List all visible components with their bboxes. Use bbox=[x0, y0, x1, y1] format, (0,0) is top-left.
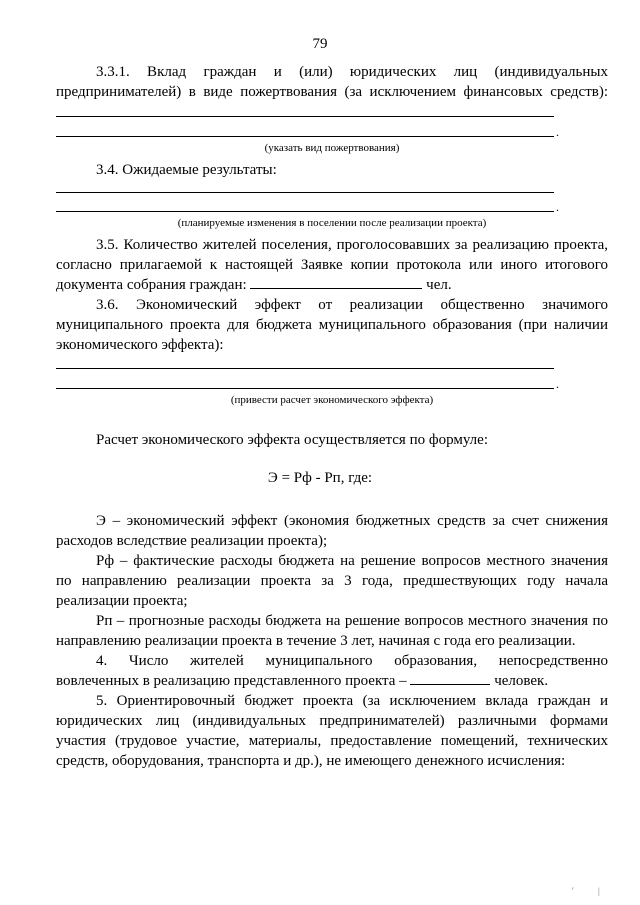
section-3-5-line-3-text: документа собрания граждан: bbox=[56, 277, 247, 293]
section-5-line-3: участия (трудовое участие, материалы, предоставление помещений, технических bbox=[56, 733, 608, 749]
section-4-line-2 bbox=[56, 671, 608, 691]
section-3-3-1-line-2: предпринимателей) в виде пожертвования (за исключением финансовых средств): bbox=[56, 84, 608, 100]
involved-residents-blank bbox=[410, 671, 490, 685]
fill-in-line bbox=[56, 192, 554, 193]
definition-e-line-2: расходов вследствие реализации проекта); bbox=[56, 533, 328, 549]
economic-effect-caption: (привести расчет экономического эффекта) bbox=[230, 394, 434, 406]
fill-in-line bbox=[56, 368, 554, 369]
section-4-line-2-text: вовлеченных в реализацию представленного проекта – bbox=[56, 673, 407, 689]
section-3-6-line-3: экономического эффекта): bbox=[56, 337, 224, 353]
expected-changes-caption: (планируемые изменения в поселении после реализации проекта) bbox=[177, 217, 487, 229]
line-end-dot: . bbox=[556, 377, 559, 391]
section-3-5-line-3 bbox=[56, 275, 608, 295]
section-5-line-4: средств, оборудования, транспорта и др.), не имеющего денежного исчисления: bbox=[56, 753, 566, 769]
fill-in-line bbox=[56, 136, 554, 137]
definition-rf-line-3: реализации проекта; bbox=[56, 593, 188, 609]
definition-rf-line-2: по направлению реализации проекта за 3 года, предшествующих году начала bbox=[56, 573, 608, 589]
definition-rp-line-2: направлению реализации проекта в течение 3 лет, начиная с года его реализации. bbox=[56, 633, 576, 649]
residents-count-blank bbox=[250, 275, 422, 289]
calculation-intro: Расчет экономического эффекта осуществляется по формуле: bbox=[96, 432, 488, 448]
fill-in-line bbox=[56, 211, 554, 212]
scan-mark: ' bbox=[572, 886, 574, 896]
section-3-3-1-line-1: 3.3.1. Вклад граждан и (или) юридических лиц (индивидуальных bbox=[96, 64, 608, 80]
section-3-5-line-1: 3.5. Количество жителей поселения, проголосовавших за реализацию проекта, bbox=[96, 237, 608, 253]
section-4-unit: человек. bbox=[494, 673, 549, 689]
section-4-line-1: 4. Число жителей муниципального образования, непосредственно bbox=[96, 653, 608, 669]
section-3-5-unit: чел. bbox=[426, 277, 452, 293]
section-3-6-line-1: 3.6. Экономический эффект от реализации общественно значимого bbox=[96, 297, 608, 313]
section-3-6-line-2: муниципального проекта для бюджета муниципального образования (при наличии bbox=[56, 317, 608, 333]
fill-in-line bbox=[56, 388, 554, 389]
section-3-4-heading: 3.4. Ожидаемые результаты: bbox=[96, 162, 277, 178]
page-number: 79 bbox=[312, 36, 328, 52]
line-end-dot: . bbox=[556, 200, 559, 214]
definition-rp-line-1: Рп – прогнозные расходы бюджета на решение вопросов местного значения по bbox=[96, 613, 608, 629]
donation-type-caption: (указать вид пожертвования) bbox=[264, 142, 400, 154]
scan-mark: | bbox=[598, 886, 600, 896]
section-3-5-line-2: согласно прилагаемой к настоящей Заявке копии протокола или иного итогового bbox=[56, 257, 608, 273]
line-end-dot: . bbox=[556, 125, 559, 139]
section-5-line-2: юридических лиц (индивидуальных предпринимателей) различными формами bbox=[56, 713, 608, 729]
definition-rf-line-1: Рф – фактические расходы бюджета на решение вопросов местного значения bbox=[96, 553, 608, 569]
section-5-line-1: 5. Ориентировочный бюджет проекта (за исключением вклада граждан и bbox=[96, 693, 608, 709]
formula: Э = Рф - Рп, где: bbox=[267, 470, 373, 486]
fill-in-line bbox=[56, 116, 554, 117]
definition-e-line-1: Э – экономический эффект (экономия бюджетных средств за счет снижения bbox=[96, 513, 608, 529]
